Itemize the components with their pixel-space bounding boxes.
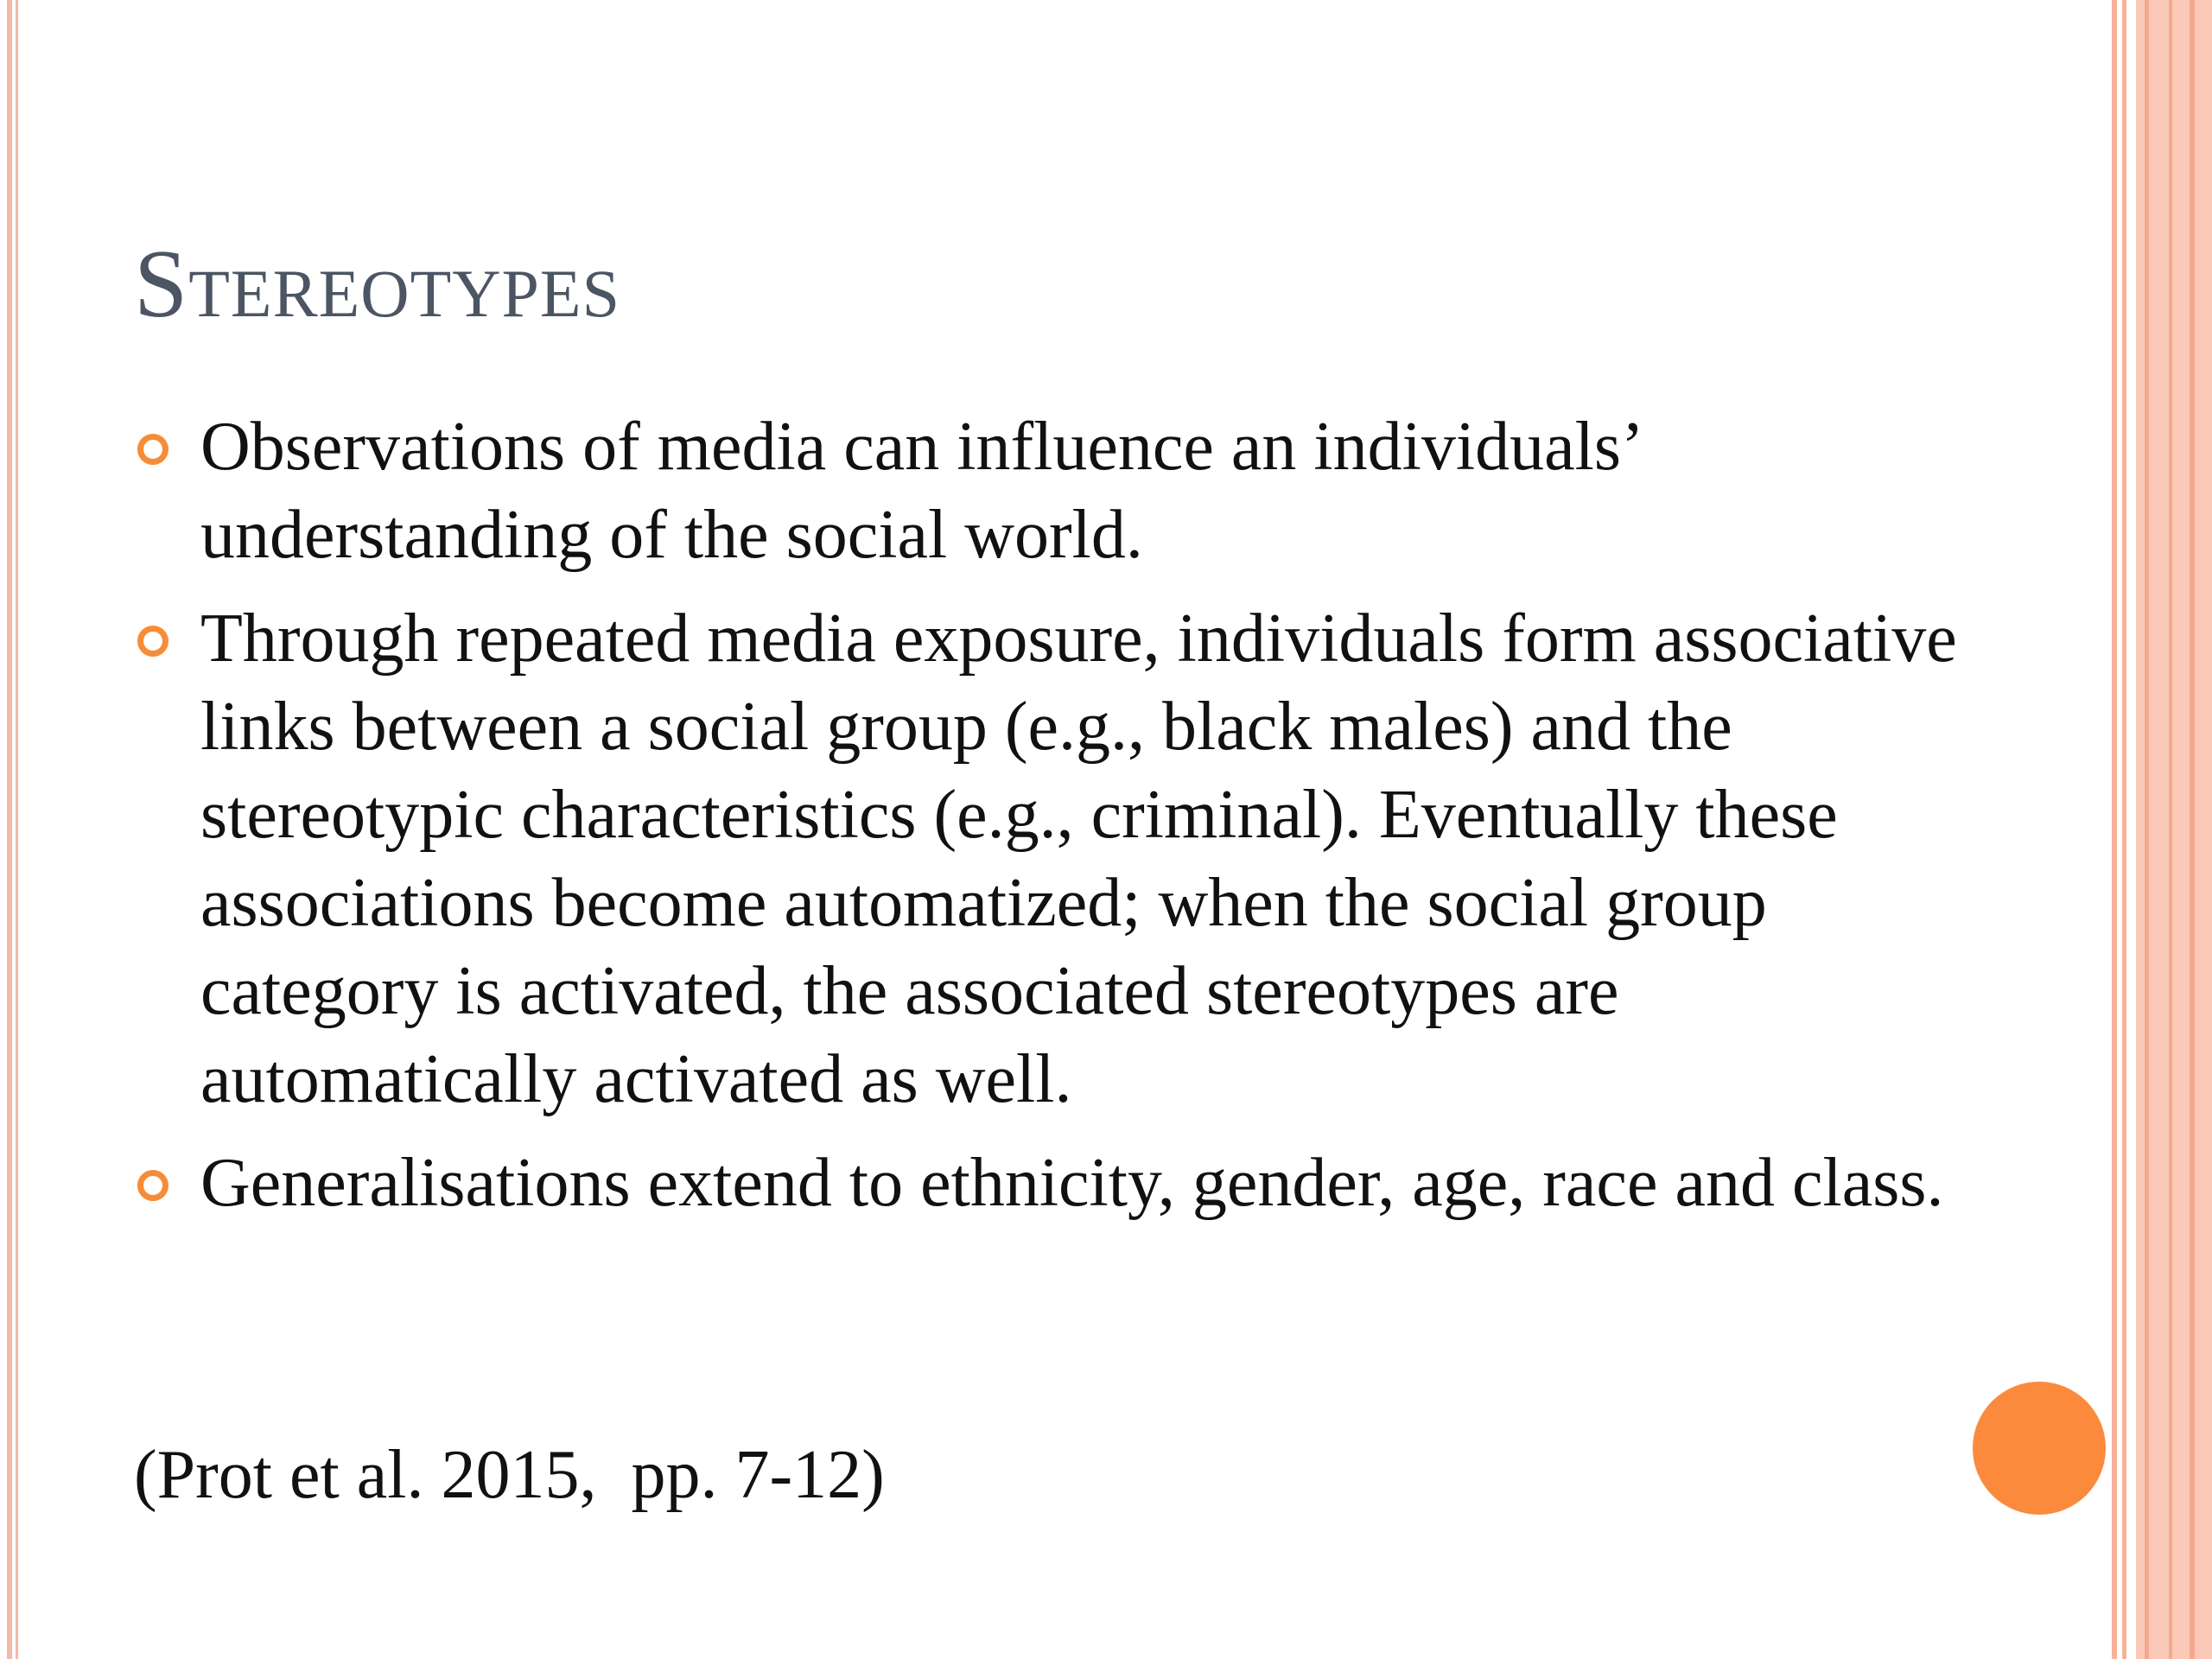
orange-circle-decoration — [1973, 1382, 2106, 1515]
bullet-item — [134, 1139, 1992, 1227]
left-border-line — [16, 0, 18, 1659]
right-band-line — [2190, 0, 2195, 1659]
left-border-line — [7, 0, 12, 1659]
bullet-list — [134, 403, 1992, 1243]
hollow-circle-bullet-icon — [137, 1170, 168, 1201]
citation: (Prot et al. 2015, pp. 7-12) — [134, 1437, 885, 1513]
bullet-text: Observations of media can influence an individuals’ understanding of the social world. — [200, 409, 1639, 573]
bullet-text: Generalisations extend to ethnicity, gender, age, race and class. — [200, 1145, 1944, 1221]
right-band-line — [2145, 0, 2149, 1659]
slide-title: Stereotypes — [134, 231, 620, 338]
bullet-item — [134, 403, 1992, 579]
hollow-circle-bullet-icon — [137, 434, 168, 465]
right-border-line — [2122, 0, 2126, 1659]
bullet-text: Through repeated media exposure, individuals form associative links between a social group (e.g., black males) and the stereotypic characteristics (e.g., criminal). Eventually these associations become automatized; when the social group category is activated, the associated stereotypes are automatically activated as well. — [200, 601, 1957, 1117]
right-band-line — [2169, 0, 2172, 1659]
hollow-circle-bullet-icon — [137, 626, 168, 657]
right-border-line — [2112, 0, 2117, 1659]
bullet-item — [134, 594, 1992, 1123]
